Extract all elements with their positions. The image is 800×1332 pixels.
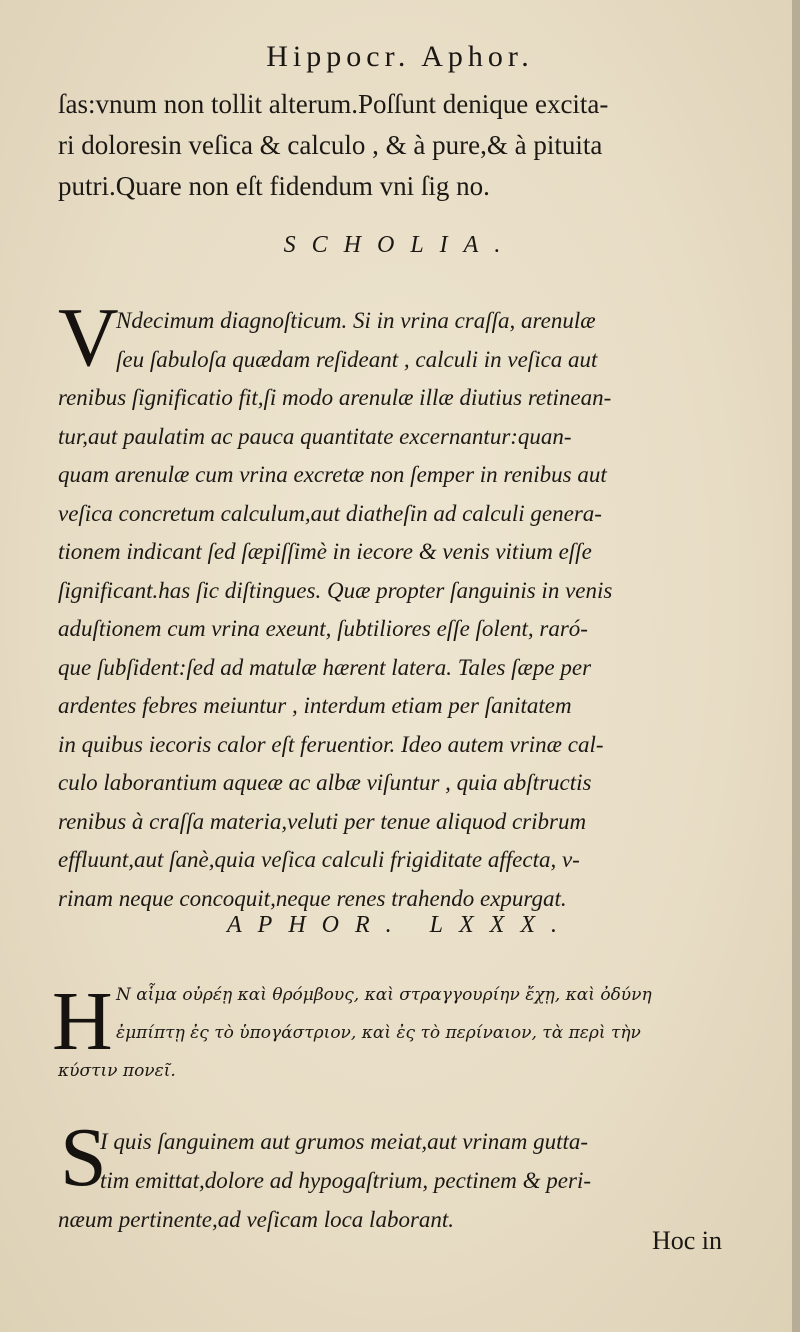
text-line: κύστιν πονεῖ. bbox=[58, 1061, 176, 1081]
text-line: veſica concretum calculum,aut diatheſin ad calculi genera- bbox=[58, 500, 602, 526]
text-line: aduſtionem cum vrina exeunt, ſubtiliores eſſe ſolent, raró- bbox=[58, 616, 588, 641]
latin-dropcap: S bbox=[60, 1111, 107, 1204]
text-line: N αἷμα οὐρέῃ καὶ θρόμβους, καὶ στραγγουρίην ἔχῃ, καὶ ὀδύνη bbox=[116, 985, 652, 1005]
catchword: Hoc in bbox=[651, 1226, 722, 1255]
text-line: quam arenulæ cum vrina excretæ non ſemper in renibus aut bbox=[58, 462, 607, 487]
scholia-heading: SCHOLIA. bbox=[283, 232, 517, 258]
text-line: næum pertinente,ad veſicam loca laborant. bbox=[58, 1207, 455, 1232]
text-line: rinam neque concoquit,neque renes trahendo expurgat. bbox=[58, 885, 567, 911]
text-line: que ſubſident:ſed ad matulæ hærent latera. Tales ſæpe per bbox=[58, 654, 592, 680]
text-line: renibus à craſſa materia,veluti per tenue aliquod cribrum bbox=[58, 808, 587, 834]
text-line: tim emittat,dolore ad hypogaſtrium, pectinem & peri- bbox=[100, 1168, 592, 1193]
text-line: ἐμπίπτῃ ἐς τὸ ὑπογάστριον, καὶ ἐς τὸ περίναιον, τὰ περὶ τὴν bbox=[116, 1023, 641, 1043]
text-line: renibus ſignificatio fit,ſi modo arenulæ illæ diutius retinean- bbox=[58, 385, 612, 410]
text-line: culo laborantium aqueæ ac albæ viſuntur , quia abſtructis bbox=[58, 770, 592, 795]
latin-translation bbox=[58, 1122, 748, 1239]
text-line: putri.Quare non eſt fidendum vni ſig no. bbox=[58, 171, 490, 201]
text-line: ſeu ſabuloſa quædam reſideant , calculi in veſica aut bbox=[116, 346, 598, 372]
text-line: ſignificant.has ſic diſtingues. Quæ propter ſanguinis in venis bbox=[58, 577, 613, 603]
text-line: ſas:vnum non tollit alterum.Poſſunt denique excita- bbox=[58, 89, 609, 119]
text-line: tionem indicant ſed ſæpiſſimè in iecore & venis vitium eſſe bbox=[58, 539, 592, 564]
text-line: tur,aut paulatim ac pauca quantitate excernantur:quan- bbox=[58, 423, 572, 449]
text-line: effluunt,aut ſanè,quia veſica calculi frigiditate affecta, v- bbox=[58, 847, 580, 872]
scholia-dropcap: V bbox=[58, 291, 119, 384]
running-head: Hippocr. Aphor. bbox=[266, 40, 534, 73]
text-line: I quis ſanguinem aut grumos meiat,aut vrinam gutta- bbox=[100, 1129, 589, 1154]
greek-text bbox=[58, 976, 758, 1090]
text-line: in quibus iecoris calor eſt feruentior. Ideo autem vrinæ cal- bbox=[58, 731, 604, 757]
scholia-text bbox=[58, 302, 748, 918]
greek-dropcap: H bbox=[52, 975, 113, 1068]
text-line: ri doloresin veſica & calculo , & à pure,& à pituita bbox=[58, 130, 603, 160]
intro-text bbox=[58, 84, 758, 207]
aphorism-heading: APHOR. LXXX. bbox=[227, 912, 573, 938]
text-line: ardentes febres meiuntur , interdum etiam per ſanitatem bbox=[58, 693, 572, 718]
text-line: Ndecimum diagnoſticum. Si in vrina craſſa, arenulæ bbox=[116, 308, 596, 333]
